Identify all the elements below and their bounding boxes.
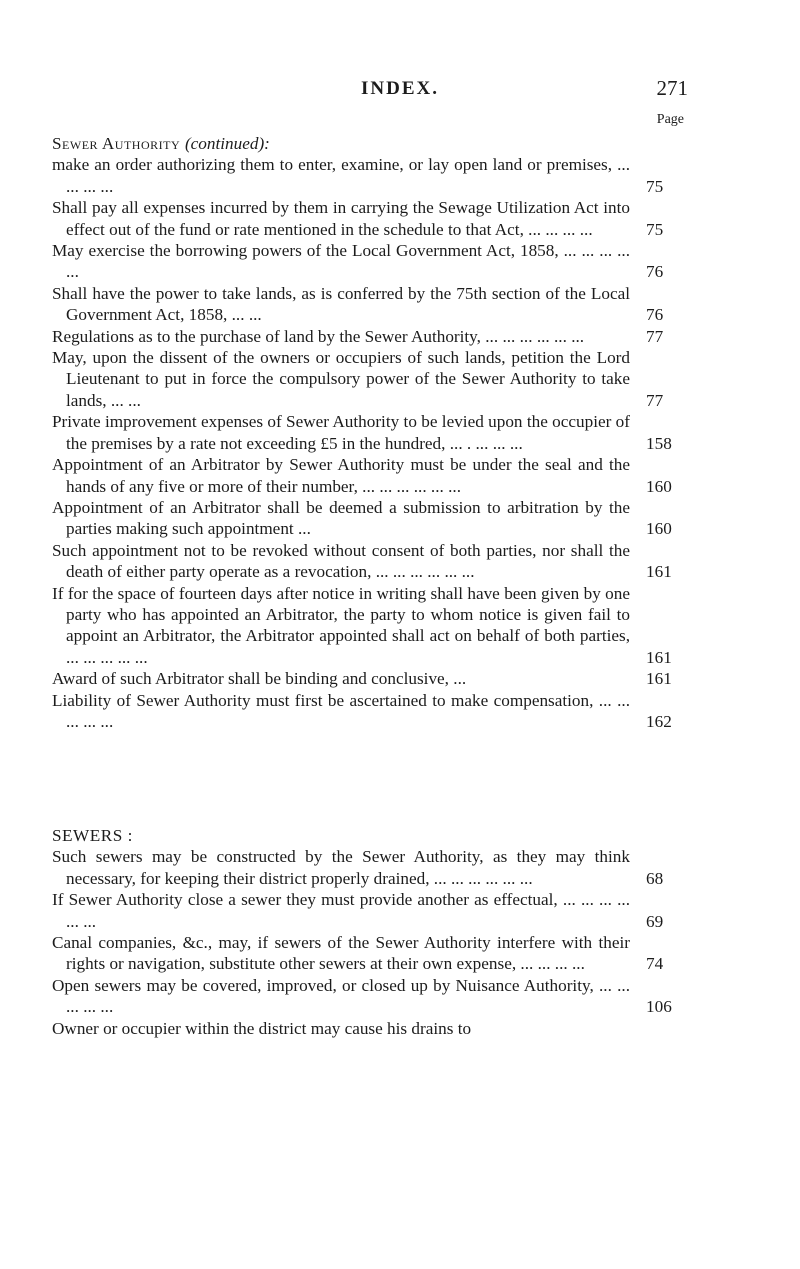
index-entry [52,326,690,347]
entry-page: 76 [646,305,664,325]
entry-page: 158 [646,433,672,453]
entry-text: make an order authorizing them to enter, examine, or lay open land or premises, ... ... ... ... [52,155,630,196]
entry-text: May exercise the borrowing powers of the Local Government Act, 1858, ... ... ... ... ... [52,241,630,282]
index-entry [52,454,690,497]
entry-page: 74 [646,954,664,974]
entry-page: 161 [646,669,672,689]
entry-text: Shall pay all expenses incurred by them in carrying the Sewage Utilization Act into effect out of the fund or rate mentioned in the schedule to that Act, ... ... ... ... [52,198,630,239]
page-number: 271 [656,76,688,100]
entry-page: 76 [646,262,664,282]
index-entry [52,846,690,889]
entry-text: Regulations as to the purchase of land by the Sewer Authority, ... ... ... ... ... ... [52,326,585,346]
entry-text: If for the space of fourteen days after notice in writing shall have been given by one party who has appointed an Arbitrator, the party to whom notice is given fail to appoint an Arbitrator, the Arbitrator appointed shall act on behalf of both parties, ... ... ... ... ... [52,583,630,667]
index-entry [52,240,690,283]
entry-page: 106 [646,997,672,1017]
index-entry [52,975,690,1018]
section-heading [52,825,690,846]
index-section-sewer-authority [52,133,690,732]
index-entry [52,932,690,975]
index-entry [52,411,690,454]
entry-text: Such sewers may be constructed by the Sewer Authority, as they may think necessary, for keeping their district properly drained, ... ... ... ... ... ... [52,847,630,888]
entry-text: Appointment of an Arbitrator by Sewer Authority must be under the seal and the hands of any five or more of their number, ... ... ... ... ... ... [52,455,630,496]
entry-text: Award of such Arbitrator shall be binding and conclusive, ... [52,669,467,689]
entry-page: 161 [646,562,672,582]
index-entry [52,889,690,932]
entry-text: Private improvement expenses of Sewer Authority to be levied upon the occupier of the premises by a rate not exceeding £5 in the hundred, ... . ... ... ... [52,412,630,453]
entry-text: Appointment of an Arbitrator shall be deemed a submission to arbitration by the parties making such appointment ... [52,497,630,539]
index-entry [52,283,690,326]
section-heading [52,133,690,154]
index-entry [52,690,690,733]
index-entry [52,583,690,669]
index-entry [52,540,690,583]
index-entry [52,668,690,689]
index-entry [52,197,690,240]
entry-text: Open sewers may be covered, improved, or closed up by Nuisance Authority, ... ... ... ... ... [52,975,630,1017]
entry-text: Liability of Sewer Authority must first be ascertained to make compensation, ... ... ... ... ... [52,690,630,731]
index-entry [52,497,690,540]
heading-suffix: (continued): [184,134,270,153]
heading-text: Sewer Authority [52,134,181,153]
entry-text: May, upon the dissent of the owners or occupiers of such lands, petition the Lord Lieutenant to put in force the compulsory power of the Sewer Authority to take lands, ... ... [52,348,630,410]
page-header [0,78,800,104]
entry-page: 68 [646,868,664,888]
page-column-label: Page [656,112,684,127]
entry-page: 75 [646,176,664,196]
entry-page: 160 [646,476,672,496]
entry-page: 69 [646,911,664,931]
entry-page: 162 [646,711,672,731]
heading-text: SEWERS : [52,826,133,845]
entry-text: Such appointment not to be revoked without consent of both parties, nor shall the death of either party operate as a revocation, ... ... ... ... ... ... [52,540,630,582]
index-entry [52,1018,690,1039]
entry-page: 160 [646,519,672,539]
entry-text: Owner or occupier within the district may cause his drains to [52,1018,472,1038]
entry-page: 77 [646,390,664,410]
index-section-sewers [52,825,690,1039]
entry-text: If Sewer Authority close a sewer they must provide another as effectual, ... ... ... ... ... ... [52,890,630,931]
running-title: INDEX. [361,78,439,99]
index-entry [52,347,690,411]
entry-page: 77 [646,326,664,346]
entry-text: Canal companies, &c., may, if sewers of the Sewer Authority interfere with their rights or navigation, substitute other sewers at their own expense, ... ... ... ... [52,933,630,974]
entry-text: Shall have the power to take lands, as is conferred by the 75th section of the Local Government Act, 1858, ... ... [52,283,630,325]
index-entry [52,154,690,197]
entry-page: 75 [646,219,664,239]
entry-page: 161 [646,647,672,667]
